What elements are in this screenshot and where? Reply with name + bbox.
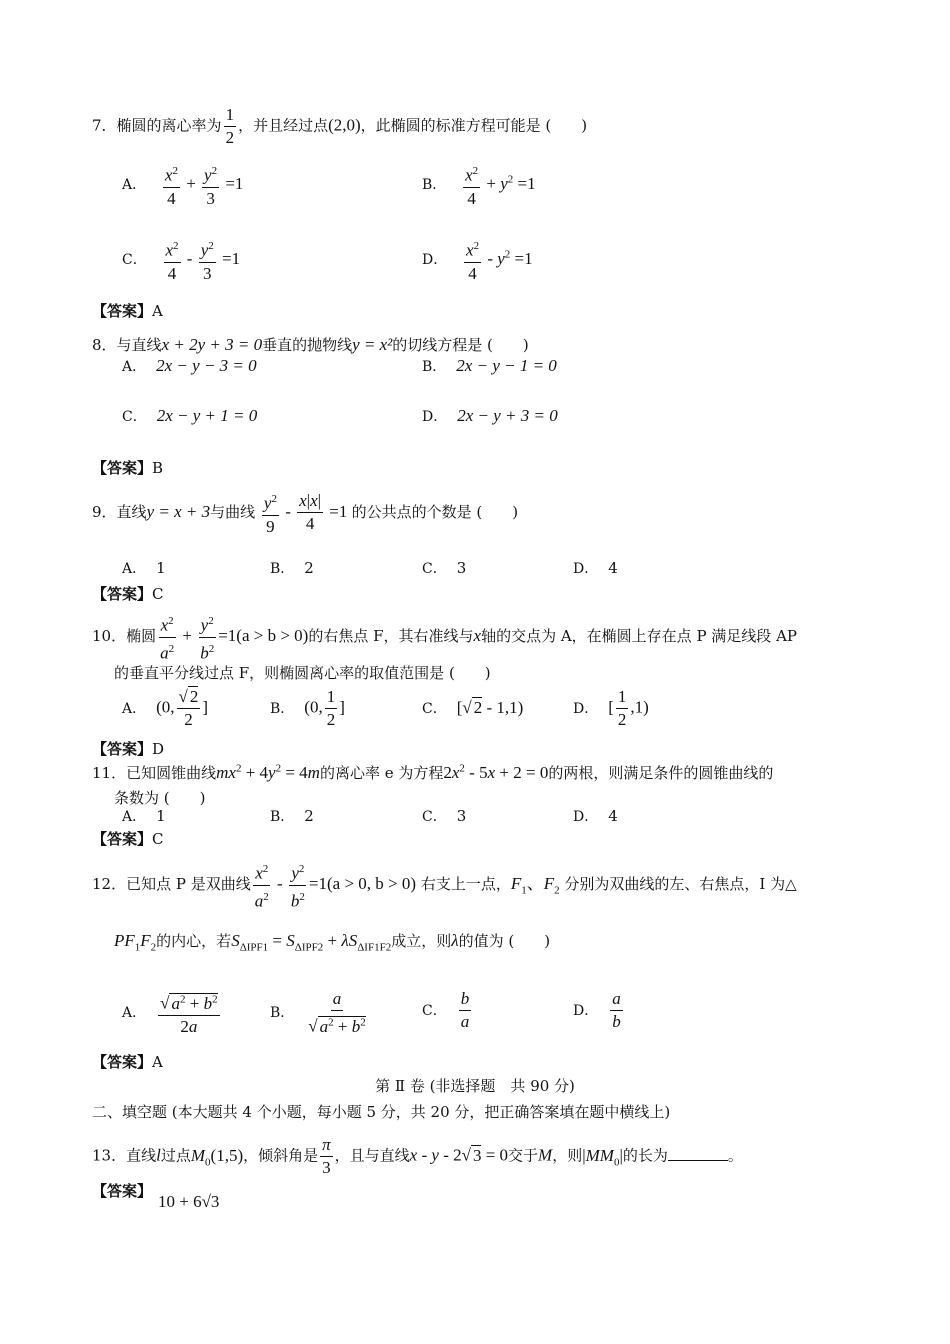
option-c[interactable]: C． [√ 2 - 1,1) — [422, 698, 524, 717]
answer-13: 【答案】 — [92, 1182, 153, 1200]
option-b[interactable]: B． (0, $\frac{1}{2}$ ] — [270, 687, 345, 729]
answer-blank[interactable] — [668, 1146, 728, 1161]
option-c[interactable]: C． 2x − y + 1 = 0 — [122, 406, 258, 425]
option-c[interactable]: C． $\frac{b}{a}$ — [422, 989, 470, 1031]
answer-12: 【答案】A — [92, 1053, 163, 1071]
answer-7: 【答案】A — [92, 302, 163, 320]
question-10-line2: 的垂直平分线过点 F，则椭圆离心率的取值范围是 ( ) — [114, 664, 491, 682]
option-d[interactable]: D． [ $\frac{1}{2}$ ,1) — [573, 687, 649, 729]
option-c[interactable]: C． $\frac{x^2}{4}$ - $\frac{y^2}{3}$ =1 — [122, 235, 240, 285]
point: (2,0) — [328, 115, 361, 135]
answer-13-value: 10 + 6√3 — [158, 1192, 220, 1211]
option-a[interactable]: A． 1 — [122, 559, 166, 577]
line-equation: x + 2y + 3 = 0 — [161, 335, 263, 354]
option-a[interactable]: A． (0, $\frac{√ 2}{2}$ ] — [122, 687, 209, 729]
option-b[interactable]: B． $\frac{a}{√ a^2 + b^2}$ — [270, 989, 366, 1036]
question-text: 椭圆的离心率为 — [116, 116, 222, 135]
question-12: 12．已知点 P 是双曲线 $\frac{x^2}{a^2}$ - $\frac{y^2}{b^2}$ =1(a > 0, b > 0) 右支上一点，$F_1$、$F_2$ 分别为双曲线的左、右焦点，I 为△ — [92, 858, 797, 912]
option-d[interactable]: D． 4 — [573, 559, 618, 577]
option-d[interactable]: D． $\frac{a}{b}$ — [573, 989, 621, 1031]
option-b[interactable]: B． 2 — [270, 807, 314, 825]
eccentricity-fraction: $\frac{1}{2}$ — [225, 105, 235, 147]
question-11-line2: 条数为 ( ) — [114, 789, 206, 807]
option-d[interactable]: D． 4 — [573, 807, 618, 825]
question-number: 7． — [92, 116, 117, 135]
question-9: 9．直线y = x + 3与曲线 $\frac{y^2}{9}$ - $\frac{x|x|}{4}$ =1 的公共点的个数是 ( ) — [92, 488, 518, 538]
option-b[interactable]: B． 2 — [270, 559, 314, 577]
option-d[interactable]: D． 2x − y + 3 = 0 — [422, 406, 558, 425]
option-d[interactable]: D． $\frac{x^2}{4}$ - $y^2 =1$ — [422, 235, 533, 285]
option-b[interactable]: B． 2x − y − 1 = 0 — [422, 356, 557, 375]
answer-8: 【答案】B — [92, 459, 164, 477]
question-12-line2: $PF_1F_2$的内心，若$S_{\Delta IPF1} = S_{\Delta IPF2} + \lambda S_{\Delta IF1F2}$成立，则λ的值为 ( ) — [114, 931, 551, 954]
answer-11: 【答案】C — [92, 830, 164, 848]
option-a[interactable]: A． $\frac{x^2}{4}$ + $\frac{y^2}{3}$ =1 — [122, 160, 243, 210]
option-a[interactable]: A． 2x − y − 3 = 0 — [122, 356, 257, 375]
question-11: 11．已知圆锥曲线$mx^2 + 4y^2 = 4m$的离心率 e 为方程$2x^2 - 5x + 2 = 0$的两根，则满足条件的圆锥曲线的 — [92, 762, 774, 782]
section-title: 第 Ⅱ 卷 (非选择题 共 90 分) — [375, 1077, 575, 1095]
question-10: 10．椭圆 $\frac{x^2}{a^2}$ + $\frac{y^2}{b^2}$ =1(a > b > 0)的右焦点 F，其右准线与x轴的交点为 A，在椭圆上存在点 P 满足线段 AP — [92, 610, 797, 664]
answer-10: 【答案】D — [92, 740, 165, 758]
answer-9: 【答案】C — [92, 585, 164, 603]
section-heading: 二、填空题 (本大题共 4 个小题，每小题 5 分，共 20 分，把正确答案填在题中横线上) — [92, 1103, 671, 1121]
option-a[interactable]: A． $\frac{√ a^2 + b^2}{2a}$ — [122, 988, 222, 1038]
option-c[interactable]: C． 3 — [422, 559, 467, 577]
question-7: 7．椭圆的离心率为 $\frac{1}{2}$ ，并且经过点(2,0)，此椭圆的标准方程可能是 ( ) — [92, 105, 588, 147]
option-c[interactable]: C． 3 — [422, 807, 467, 825]
option-a[interactable]: A． 1 — [122, 807, 166, 825]
parabola-equation: y = x² — [352, 335, 393, 354]
question-8: 8．与直线x + 2y + 3 = 0垂直的抛物线y = x²的切线方程是 ( ) — [92, 335, 529, 354]
question-13: 13．直线l过点$M_0(1,5)$，倾斜角是 $\frac{\pi}{3}$ ，且与直线x - y - 2√ 3 = 0交于M，则$|MM_0|$的长为 。 — [92, 1135, 743, 1177]
option-b[interactable]: B． $\frac{x^2}{4}$ + $y^2 =1$ — [422, 160, 536, 210]
